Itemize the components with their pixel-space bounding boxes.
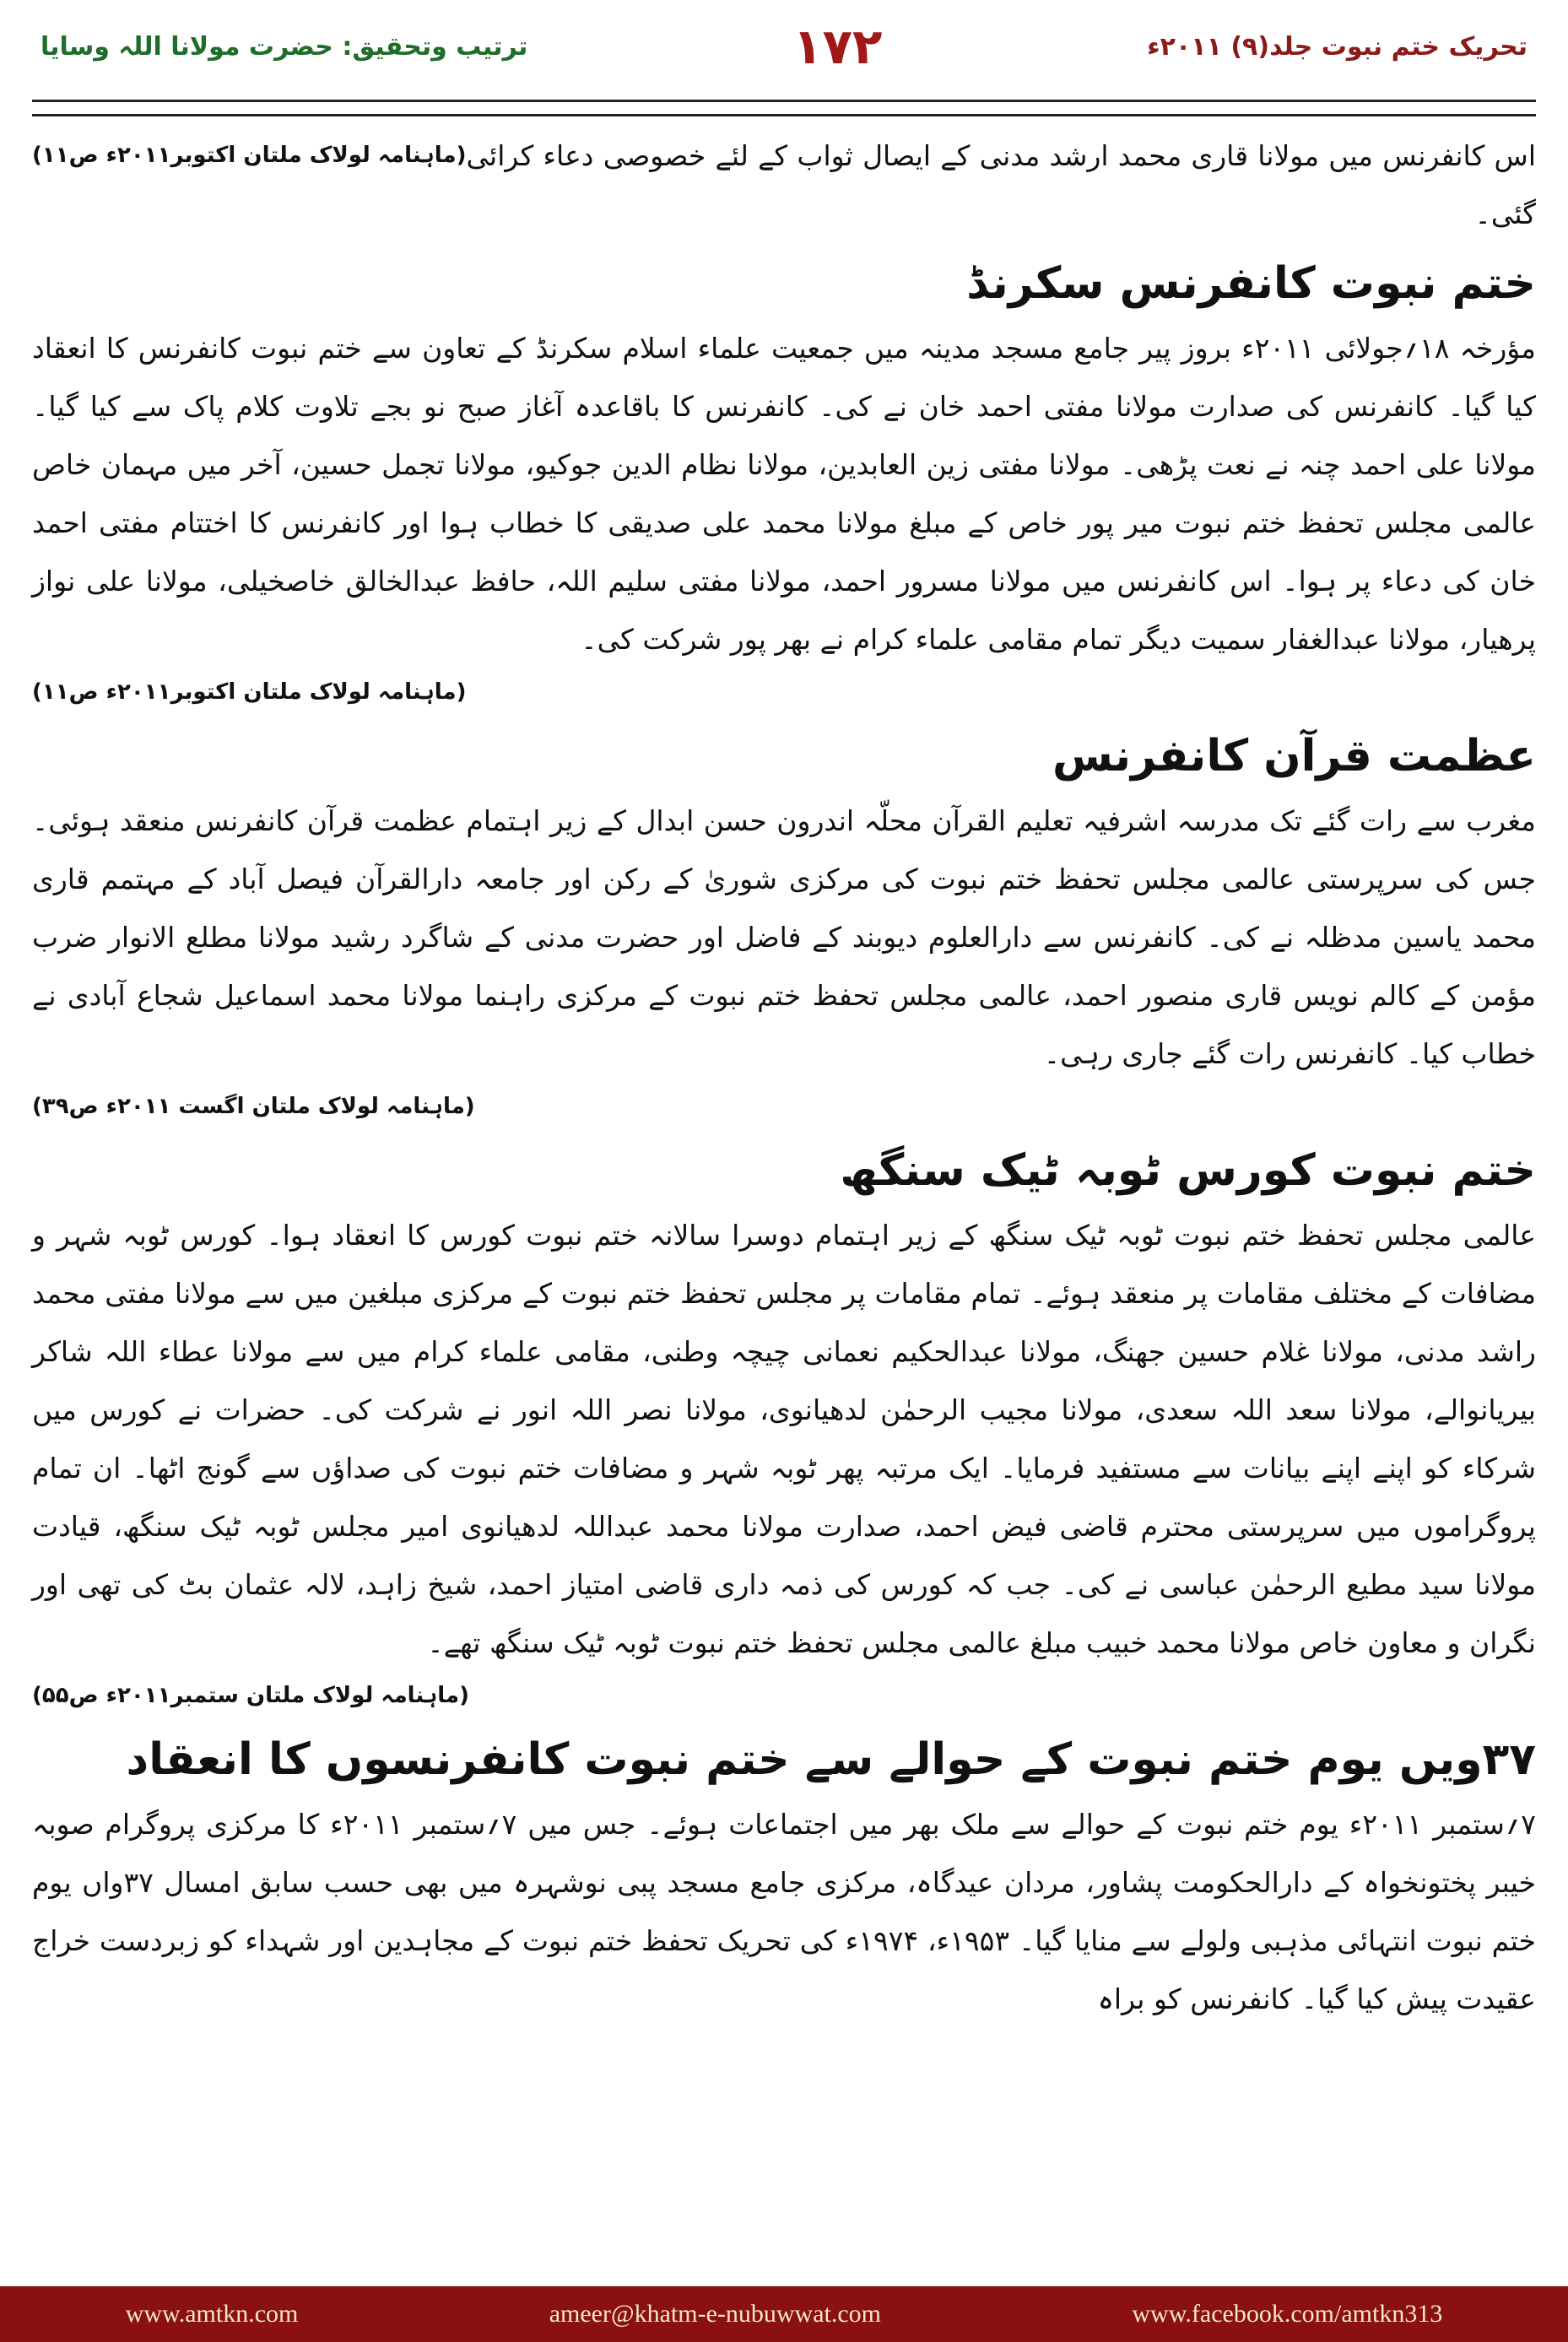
section-heading-1: ختم نبوت کانفرنس سکرنڈ bbox=[966, 258, 1536, 309]
page-header bbox=[0, 0, 1568, 93]
section-heading-4: ۳۷ویں یوم ختم نبوت کے حوالے سے ختم نبوت کانفرنسوں کا انعقاد bbox=[126, 1734, 1536, 1785]
header-double-rule bbox=[32, 100, 1536, 116]
section-3-paragraph: عالمی مجلس تحفظ ختم نبوت ٹوبہ ٹیک سنگھ کے زیر اہتمام دوسرا سالانہ ختم نبوت کورس کا انعقاد ہوا۔ کورس ٹوبہ شہر و مضافات کے مختلف مقامات پر منعقد ہوئے۔ تمام مقامات پر مجلس تحفظ ختم نبوت کے مرکزی مبلغین میں سے مولانا مفتی محمد راشد مدنی، مولانا غلام حسین جھنگ، مولانا عبدالحکیم نعمانی چیچہ وطنی، مقامی علماء کرام میں سے مولانا عطاء اللہ شاکر بیریانوالے، مولانا سعد اللہ سعدی، مولانا مجیب الرحمٰن لدھیانوی، مولانا نصر اللہ انور نے شرکت کی۔ حضرات نے کورس میں شرکاء کو اپنے اپنے بیانات سے مستفید فرمایا۔ ایک مرتبہ پھر ٹوبہ شہر و مضافات ختم نبوت کی صداؤں سے گونج اٹھا۔ ان تمام پروگراموں میں سرپرستی محترم قاضی فیض احمد، صدارت مولانا محمد عبداللہ لدھیانوی امیر مجلس ٹوبہ ٹیک سنگھ، قیادت مولانا سید مطیع الرحمٰن عباسی نے کی۔ جب کہ کورس کی ذمہ داری قاضی امتیاز احمد، شیخ زاہد، لالہ عثمان بٹ کی تھی اور نگران و معاون خاص مولانا محمد خبیب مبلغ عالمی مجلس تحفظ ختم نبوت ٹوبہ ٹیک سنگھ تھے۔ bbox=[32, 1219, 1536, 1659]
page-content bbox=[32, 127, 1536, 2266]
page-footer bbox=[0, 2286, 1568, 2342]
compiler-credit: ترتیب وتحقیق: حضرت مولانا اللہ وسایا bbox=[41, 31, 528, 62]
section-3-source: (ماہنامہ لولاک ملتان ستمبر۲۰۱۱ء ص۵۵) bbox=[32, 1683, 470, 1708]
section-heading-3: ختم نبوت کورس ٹوبہ ٹیک سنگھ bbox=[840, 1145, 1536, 1196]
intro-source: (ماہنامہ لولاک ملتان اکتوبر۲۰۱۱ء ص۱۱) bbox=[32, 143, 467, 168]
intro-paragraph bbox=[32, 127, 1536, 243]
section-2-source: (ماہنامہ لولاک ملتان اگست ۲۰۱۱ء ص۳۹) bbox=[32, 1094, 475, 1119]
page-number: ۱۷۲ bbox=[792, 18, 883, 75]
website-link[interactable]: www.amtkn.com bbox=[125, 2300, 299, 2328]
intro-text: اس کانفرنس میں مولانا قاری محمد ارشد مدنی کے ایصال ثواب کے لئے خصوصی دعاء کرائی گئی۔ bbox=[466, 139, 1536, 230]
section-4-paragraph: ۷؍ستمبر ۲۰۱۱ء یوم ختم نبوت کے حوالے سے ملک بھر میں اجتماعات ہوئے۔ جس میں ۷؍ستمبر ۲۰۱۱ء کا مرکزی پروگرام صوبہ خیبر پختونخواہ کے دارالحکومت پشاور، مردان عیدگاہ، مرکزی جامع مسجد پبی نوشہرہ میں بھی حسب سابق امسال ۳۷واں یوم ختم نبوت انتہائی مذہبی ولولے سے منایا گیا۔ ۱۹۵۳ء، ۱۹۷۴ء کی تحریک تحفظ ختم نبوت کے مجاہدین اور شہداء کو زبردست خراج عقیدت پیش کیا گیا۔ کانفرنس کو براہ bbox=[32, 1808, 1536, 2015]
email-link[interactable]: ameer@khatm-e-nubuwwat.com bbox=[549, 2300, 882, 2328]
book-title: تحریک ختم نبوت جلد(۹) ۲۰۱۱ء bbox=[1147, 31, 1527, 62]
section-1-paragraph: مؤرخہ ۱۸؍جولائی ۲۰۱۱ء بروز پیر جامع مسجد مدینہ میں جمعیت علماء اسلام سکرنڈ کے تعاون سے ختم نبوت کانفرنس کا انعقاد کیا گیا۔ کانفرنس کی صدارت مولانا مفتی احمد خان نے کی۔ کانفرنس کا باقاعدہ آغاز صبح نو بجے تلاوت کلام پاک سے کیا گیا۔ مولانا علی احمد چنہ نے نعت پڑھی۔ مولانا مفتی زین العابدین، مولانا نظام الدین جوکیو، مولانا تجمل حسین، آخر میں مہمان خاص عالمی مجلس تحفظ ختم نبوت میر پور خاص کے مبلغ مولانا محمد علی صدیقی کا خطاب ہوا اور کانفرنس کا اختتام مفتی احمد خان کی دعاء پر ہوا۔ اس کانفرنس میں مولانا مسرور احمد، مولانا مفتی سلیم اللہ، حافظ عبدالخالق خاصخیلی، مولانا علی نواز پرھیار، مولانا عبدالغفار سمیت دیگر تمام مقامی علماء کرام نے بھر پور شرکت کی۔ bbox=[32, 332, 1536, 656]
section-1-source: (ماہنامہ لولاک ملتان اکتوبر۲۰۱۱ء ص۱۱) bbox=[32, 679, 467, 705]
section-heading-2: عظمت قرآن کانفرنس bbox=[1052, 731, 1536, 782]
section-2-paragraph: مغرب سے رات گئے تک مدرسہ اشرفیہ تعلیم القرآن محلّہ اندرون حسن ابدال کے زیر اہتمام عظمت قرآن کانفرنس منعقد ہوئی۔ جس کی سرپرستی عالمی مجلس تحفظ ختم نبوت کی مرکزی شوریٰ کے رکن اور جامعہ دارالقرآن فیصل آباد کے مہتمم قاری محمد یاسین مدظلہ نے کی۔ کانفرنس سے دارالعلوم دیوبند کے فاضل اور حضرت مدنی کے شاگرد رشید مولانا مطلع الانوار ضرب مؤمن کے کالم نویس قاری منصور احمد، عالمی مجلس تحفظ ختم نبوت کے مرکزی راہنما مولانا محمد اسماعیل شجاع آبادی نے خطاب کیا۔ کانفرنس رات گئے جاری رہی۔ bbox=[32, 804, 1536, 1070]
facebook-link[interactable]: www.facebook.com/amtkn313 bbox=[1132, 2300, 1443, 2328]
